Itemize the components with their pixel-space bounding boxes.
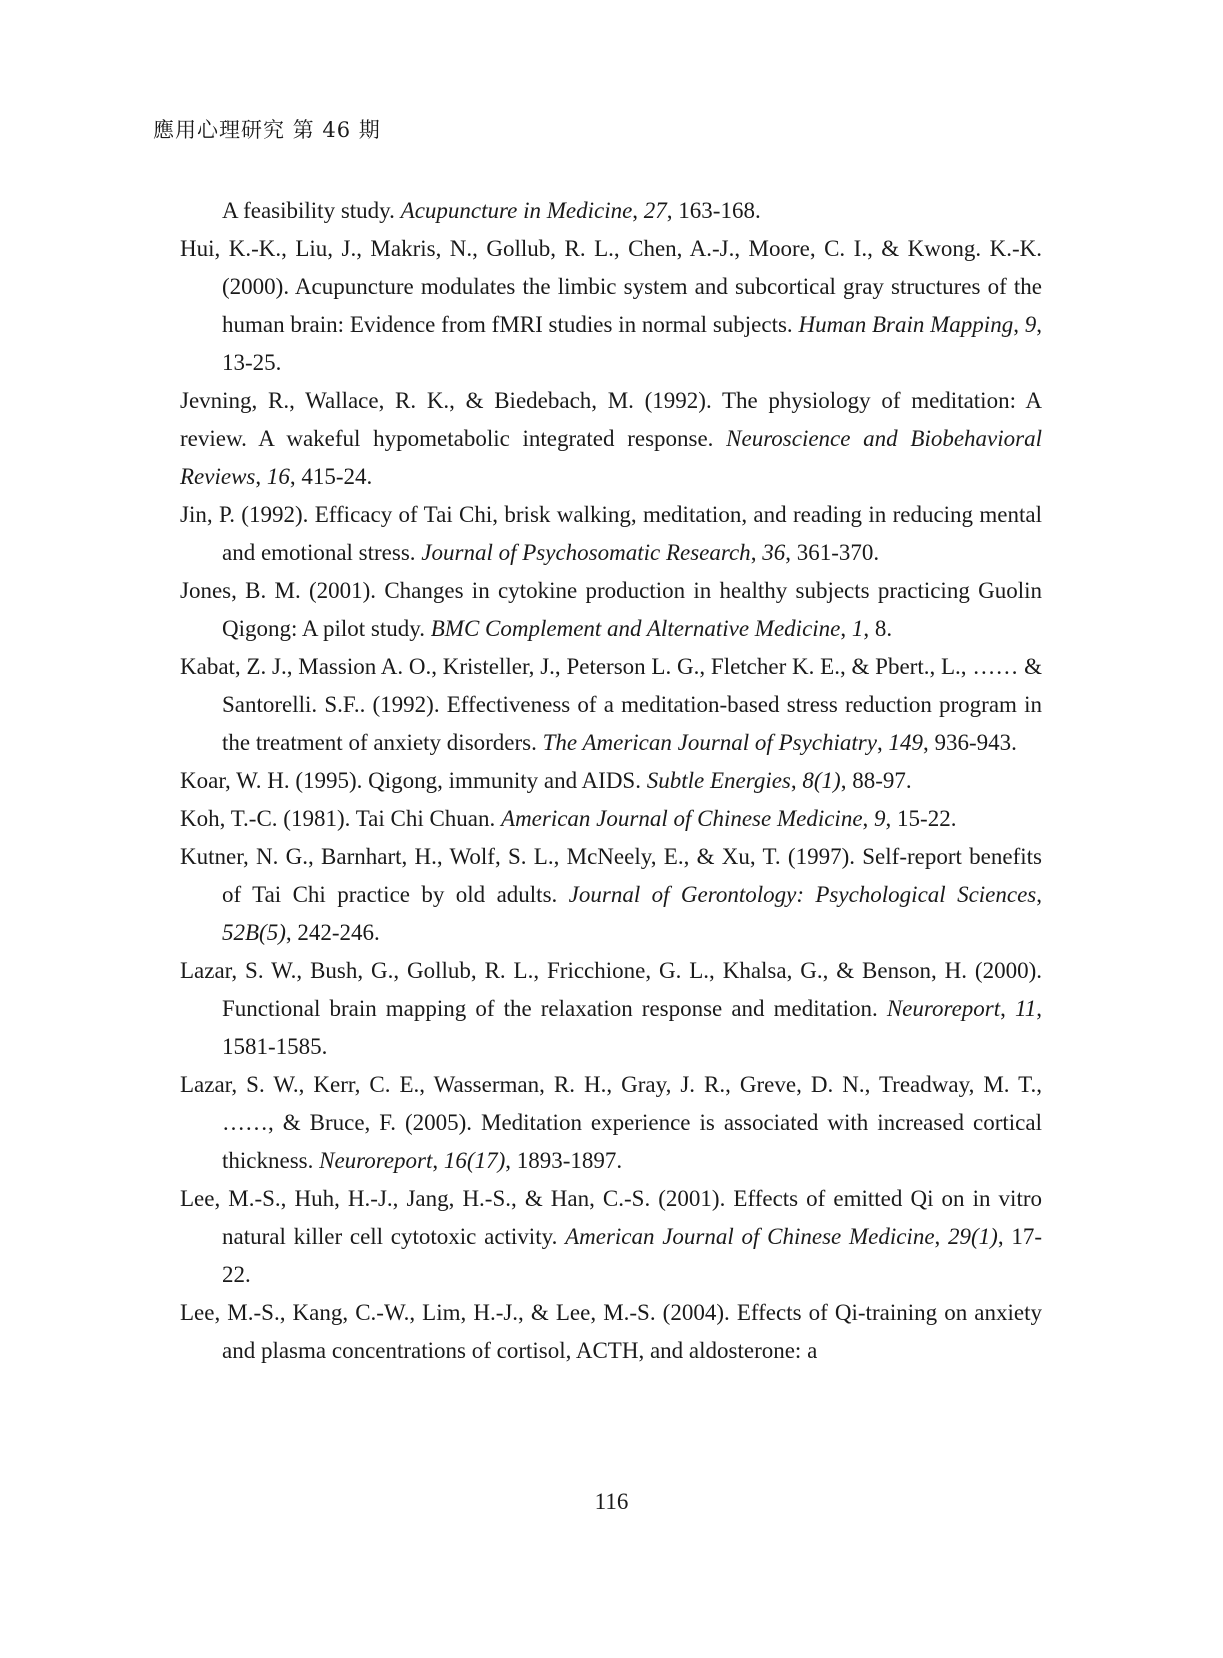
reference-entry (180, 382, 1042, 496)
reference-text: Kabat, Z. J., Massion A. O., Kristeller, J., Peterson L. G., Fletcher K. E., & Pbert., L., …… & Santorelli. S.F.. (1992). Effectiveness of a meditation-based stress reduction program in the treatment of anxiety disorders. (180, 654, 1042, 755)
reference-volume: 16 (266, 464, 290, 489)
reference-volume: 11 (1014, 996, 1037, 1021)
reference-text: Kutner, N. G., Barnhart, H., Wolf, S. L., McNeely, E., & Xu, T. (1997). Self-report benefits of Tai Chi practice by old adults. (180, 844, 1042, 907)
reference-text: Jevning, R., Wallace, R. K., & Biedebach, M. (1992). The physiology of meditation: A review. A wakeful hypometabolic integrated response. (180, 388, 1042, 451)
reference-text: Lee, M.-S., Kang, C.-W., Lim, H.-J., & Lee, M.-S. (2004). Effects of Qi-training on anxiety and plasma concentrations of cortisol, ACTH, and aldosterone: a (180, 1300, 1042, 1363)
reference-pages: , 936-943. (922, 730, 1017, 755)
reference-text: Koh, T.-C. (1981). Tai Chi Chuan. (180, 806, 502, 831)
reference-volume: 16(17) (443, 1148, 506, 1173)
reference-pages: , 361-370. (785, 540, 880, 565)
reference-volume: 9 (1024, 312, 1037, 337)
reference-text: Lazar, S. W., Bush, G., Gollub, R. L., Fricchione, G. L., Khalsa, G., & Benson, H. (2000). Functional brain mapping of the relaxation response and meditation. (180, 958, 1042, 1021)
reference-pages: , 163-168. (666, 198, 761, 223)
running-header: 應用心理研究 第 46 期 (153, 118, 381, 142)
reference-sep: , (1000, 996, 1015, 1021)
reference-entry (180, 952, 1042, 1066)
reference-volume: 29(1) (948, 1224, 998, 1249)
reference-pages: , 1581-1585. (222, 996, 1042, 1059)
reference-entry (180, 1066, 1042, 1180)
reference-sep: , (750, 540, 763, 565)
reference-journal: Acupuncture in Medicine (400, 198, 633, 223)
reference-entry (180, 230, 1042, 382)
reference-text: Lazar, S. W., Kerr, C. E., Wasserman, R. H., Gray, J. R., Greve, D. N., Treadway, M. T., ……, & Bruce, F. (2005). Meditation experience is associated with increased cortical thickness. (180, 1072, 1042, 1173)
reference-journal: American Journal of Chinese Medicine (565, 1224, 935, 1249)
reference-entry (180, 1180, 1042, 1294)
reference-entry (180, 1294, 1042, 1370)
reference-pages: , 1893-1897. (505, 1148, 623, 1173)
reference-sep: , (255, 464, 267, 489)
reference-entry (180, 762, 1042, 800)
reference-pages: , 88-97. (840, 768, 912, 793)
reference-text: Hui, K.-K., Liu, J., Makris, N., Gollub, R. L., Chen, A.-J., Moore, C. I., & Kwong. K.-K. (2000). Acupuncture modulates the limbic system and subcortical gray structures of the human brain: Evidence from fMRI studies in normal subjects. (180, 236, 1042, 337)
reference-entry (180, 572, 1042, 648)
reference-volume: 36 (762, 540, 786, 565)
reference-text: A feasibility study. (222, 198, 401, 223)
reference-pages: , 15-22. (885, 806, 957, 831)
reference-text: Lee, M.-S., Huh, H.-J., Jang, H.-S., & Han, C.-S. (2001). Effects of emitted Qi on in vitro natural killer cell cytotoxic activity. (180, 1186, 1042, 1249)
reference-journal: Journal of Gerontology: Psychological Sciences (568, 882, 1037, 907)
reference-volume: 149 (888, 730, 923, 755)
reference-sep: , (790, 768, 803, 793)
reference-text: Koar, W. H. (1995). Qigong, immunity and AIDS. (180, 768, 647, 793)
reference-journal: Neuroreport (319, 1148, 433, 1173)
reference-volume: 9 (874, 806, 886, 831)
reference-sep: , (632, 198, 644, 223)
reference-journal: Journal of Psychosomatic Research (421, 540, 751, 565)
reference-journal: The American Journal of Psychiatry (542, 730, 877, 755)
reference-pages: , 242-246. (285, 920, 380, 945)
reference-sep: , (1013, 312, 1025, 337)
reference-entry (180, 838, 1042, 952)
reference-entry (180, 192, 1042, 230)
reference-sep: , (1036, 882, 1042, 907)
reference-volume: 8(1) (802, 768, 841, 793)
reference-entry (180, 648, 1042, 762)
reference-sep: , (862, 806, 875, 831)
reference-pages: , 8. (863, 616, 893, 641)
reference-volume: 1 (851, 616, 864, 641)
reference-pages: , 415-24. (289, 464, 373, 489)
reference-entry (180, 800, 1042, 838)
reference-journal: Neuroreport (886, 996, 1001, 1021)
reference-entry (180, 496, 1042, 572)
reference-journal: Neuroscience and Biobehavioral Reviews (180, 426, 1042, 489)
reference-volume: 27 (643, 198, 667, 223)
reference-sep: , (876, 730, 889, 755)
page-number: 116 (594, 1489, 629, 1514)
reference-pages: , 13-25. (222, 312, 1042, 375)
reference-sep: , (934, 1224, 949, 1249)
reference-journal: Subtle Energies (646, 768, 791, 793)
reference-journal: Human Brain Mapping (798, 312, 1014, 337)
reference-journal: BMC Complement and Alternative Medicine (430, 616, 841, 641)
reference-text: Jin, P. (1992). Efficacy of Tai Chi, brisk walking, meditation, and reading in reducing mental and emotional stress. (180, 502, 1042, 565)
reference-sep: , (432, 1148, 444, 1173)
reference-volume: 52B(5) (222, 920, 286, 945)
reference-list (180, 192, 1042, 1370)
reference-sep: , (840, 616, 852, 641)
reference-pages: , 17-22. (222, 1224, 1042, 1287)
reference-text: Jones, B. M. (2001). Changes in cytokine production in healthy subjects practicing Guolin Qigong: A pilot study. (180, 578, 1042, 641)
reference-journal: American Journal of Chinese Medicine (501, 806, 863, 831)
